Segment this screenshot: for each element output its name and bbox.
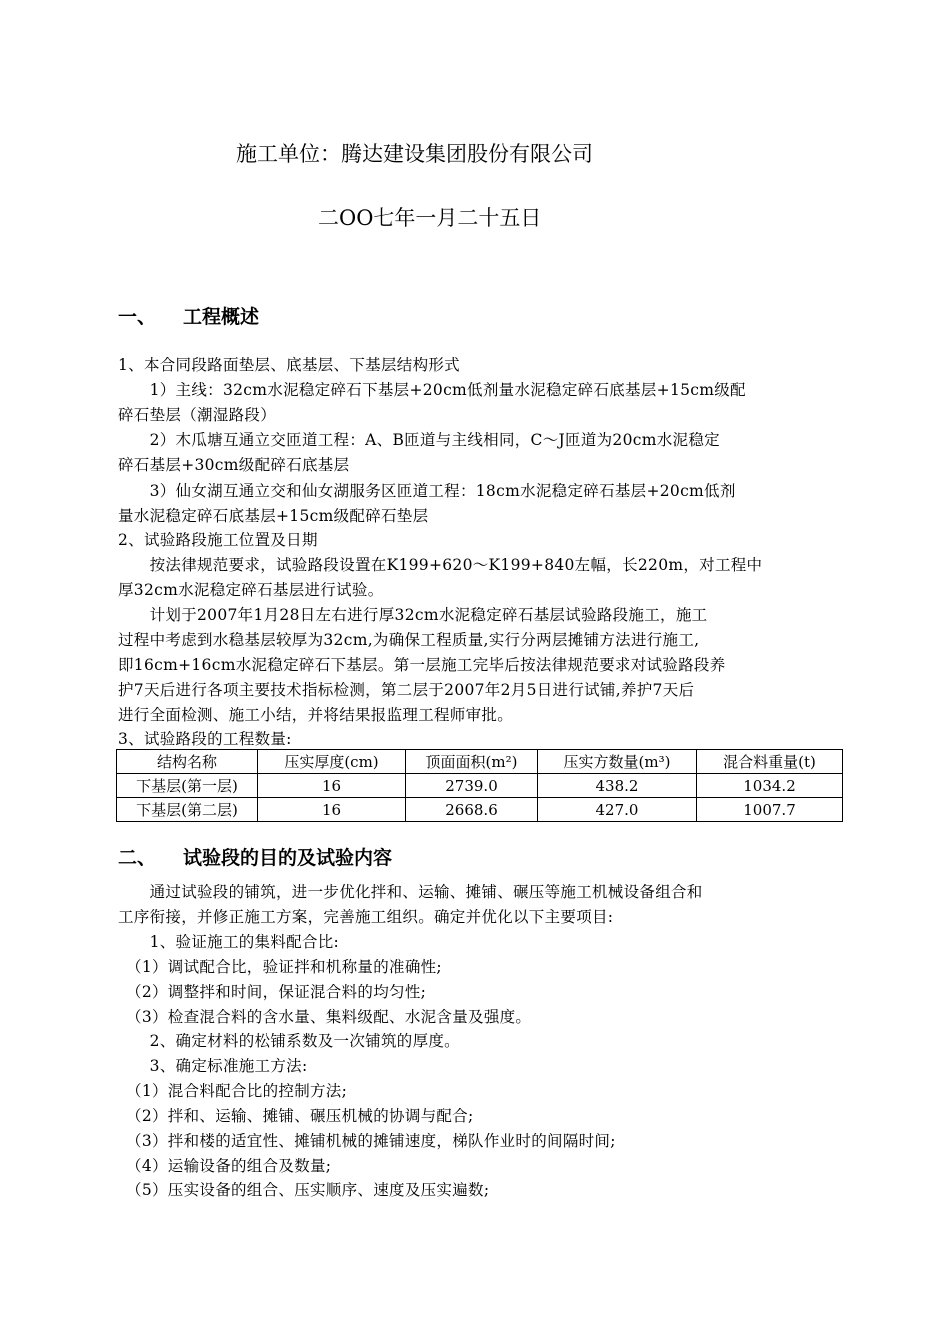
table-row <box>117 774 843 798</box>
s2-line-10: （3）拌和楼的适宜性、摊铺机械的摊铺速度，梯队作业时的间隔时间; <box>118 1132 616 1150</box>
s2-line-11: （4）运输设备的组合及数量; <box>118 1157 332 1175</box>
s1-line-1: 1）主线：32cm水泥稳定碎石下基层+20cm低剂量水泥稳定碎石底基层+15cm级配 <box>118 381 746 399</box>
table-row <box>117 798 843 822</box>
table-cell: 下基层(第二层) <box>117 798 258 822</box>
s2-line-3: （1）调试配合比，验证拌和机称量的准确性; <box>118 958 442 976</box>
s1-line-0: 1、本合同段路面垫层、底基层、下基层结构形式 <box>118 356 460 374</box>
table-cell: 2668.6 <box>406 798 538 822</box>
header-cell: 压实厚度(cm) <box>258 750 406 774</box>
table-cell: 16 <box>258 798 406 822</box>
section2-number: 二、 <box>118 847 157 869</box>
s1-line-13: 护7天后进行各项主要技术指标检测，第二层于2007年2月5日进行试铺,养护7天后 <box>118 681 695 699</box>
s1-line-15: 3、试验路段的工程数量: <box>118 730 292 748</box>
s2-line-6: 2、确定材料的松铺系数及一次铺筑的厚度。 <box>118 1032 460 1050</box>
s2-line-0: 通过试验段的铺筑，进一步优化拌和、运输、摊铺、碾压等施工机械设备组合和 <box>118 883 703 901</box>
section2-title: 试验段的目的及试验内容 <box>183 847 393 869</box>
quantity-table <box>116 749 843 822</box>
date-line: 二OO七年一月二十五日 <box>318 206 542 230</box>
s1-line-8: 按法律规范要求，试验路段设置在K199+620～K199+840左幅，长220m，对工程中 <box>118 556 763 574</box>
s2-line-12: （5）压实设备的组合、压实顺序、速度及压实遍数; <box>118 1181 490 1199</box>
table-cell: 下基层(第一层) <box>117 774 258 798</box>
section1-title: 工程概述 <box>183 306 260 328</box>
s2-line-8: （1）混合料配合比的控制方法; <box>118 1082 348 1100</box>
s1-line-11: 过程中考虑到水稳基层较厚为32cm,为确保工程质量,实行分两层摊铺方法进行施工, <box>118 631 700 649</box>
s1-line-9: 厚32cm水泥稳定碎石基层进行试验。 <box>118 581 384 599</box>
s2-line-4: （2）调整拌和时间，保证混合料的均匀性; <box>118 983 427 1001</box>
header-cell: 混合料重量(t) <box>697 750 843 774</box>
header-cell: 压实方数量(m³) <box>538 750 697 774</box>
s1-line-7: 2、试验路段施工位置及日期 <box>118 531 318 549</box>
table-cell: 1034.2 <box>697 774 843 798</box>
company-line: 施工单位：腾达建设集团股份有限公司 <box>236 142 593 166</box>
table-cell: 427.0 <box>538 798 697 822</box>
table-cell: 16 <box>258 774 406 798</box>
table-cell: 1007.7 <box>697 798 843 822</box>
s1-line-3: 2）木瓜塘互通立交匝道工程：A、B匝道与主线相同，C～J匝道为20cm水泥稳定 <box>118 431 720 449</box>
s1-line-2: 碎石垫层（潮湿路段） <box>118 406 277 424</box>
s2-line-2: 1、验证施工的集料配合比: <box>118 933 340 951</box>
table-header-row <box>117 750 843 774</box>
s2-line-9: （2）拌和、运输、摊铺、碾压机械的协调与配合; <box>118 1107 474 1125</box>
table-cell: 2739.0 <box>406 774 538 798</box>
s2-line-1: 工序衔接，并修正施工方案，完善施工组织。确定并优化以下主要项目: <box>118 908 614 926</box>
s1-line-10: 计划于2007年1月28日左右进行厚32cm水泥稳定碎石基层试验路段施工，施工 <box>118 606 708 624</box>
s1-line-5: 3）仙女湖互通立交和仙女湖服务区匝道工程：18cm水泥稳定碎石基层+20cm低剂 <box>118 482 736 500</box>
section1-number: 一、 <box>118 306 157 328</box>
header-cell: 结构名称 <box>117 750 258 774</box>
table-cell: 438.2 <box>538 774 697 798</box>
s1-line-12: 即16cm+16cm水泥稳定碎石下基层。第一层施工完毕后按法律规范要求对试验路段养 <box>118 656 726 674</box>
s2-line-7: 3、确定标准施工方法: <box>118 1057 308 1075</box>
s1-line-14: 进行全面检测、施工小结，并将结果报监理工程师审批。 <box>118 706 514 724</box>
s1-line-4: 碎石基层+30cm级配碎石底基层 <box>118 456 350 474</box>
header-cell: 顶面面积(m²) <box>406 750 538 774</box>
s2-line-5: （3）检查混合料的含水量、集料级配、水泥含量及强度。 <box>118 1008 532 1026</box>
s1-line-6: 量水泥稳定碎石底基层+15cm级配碎石垫层 <box>118 507 429 525</box>
